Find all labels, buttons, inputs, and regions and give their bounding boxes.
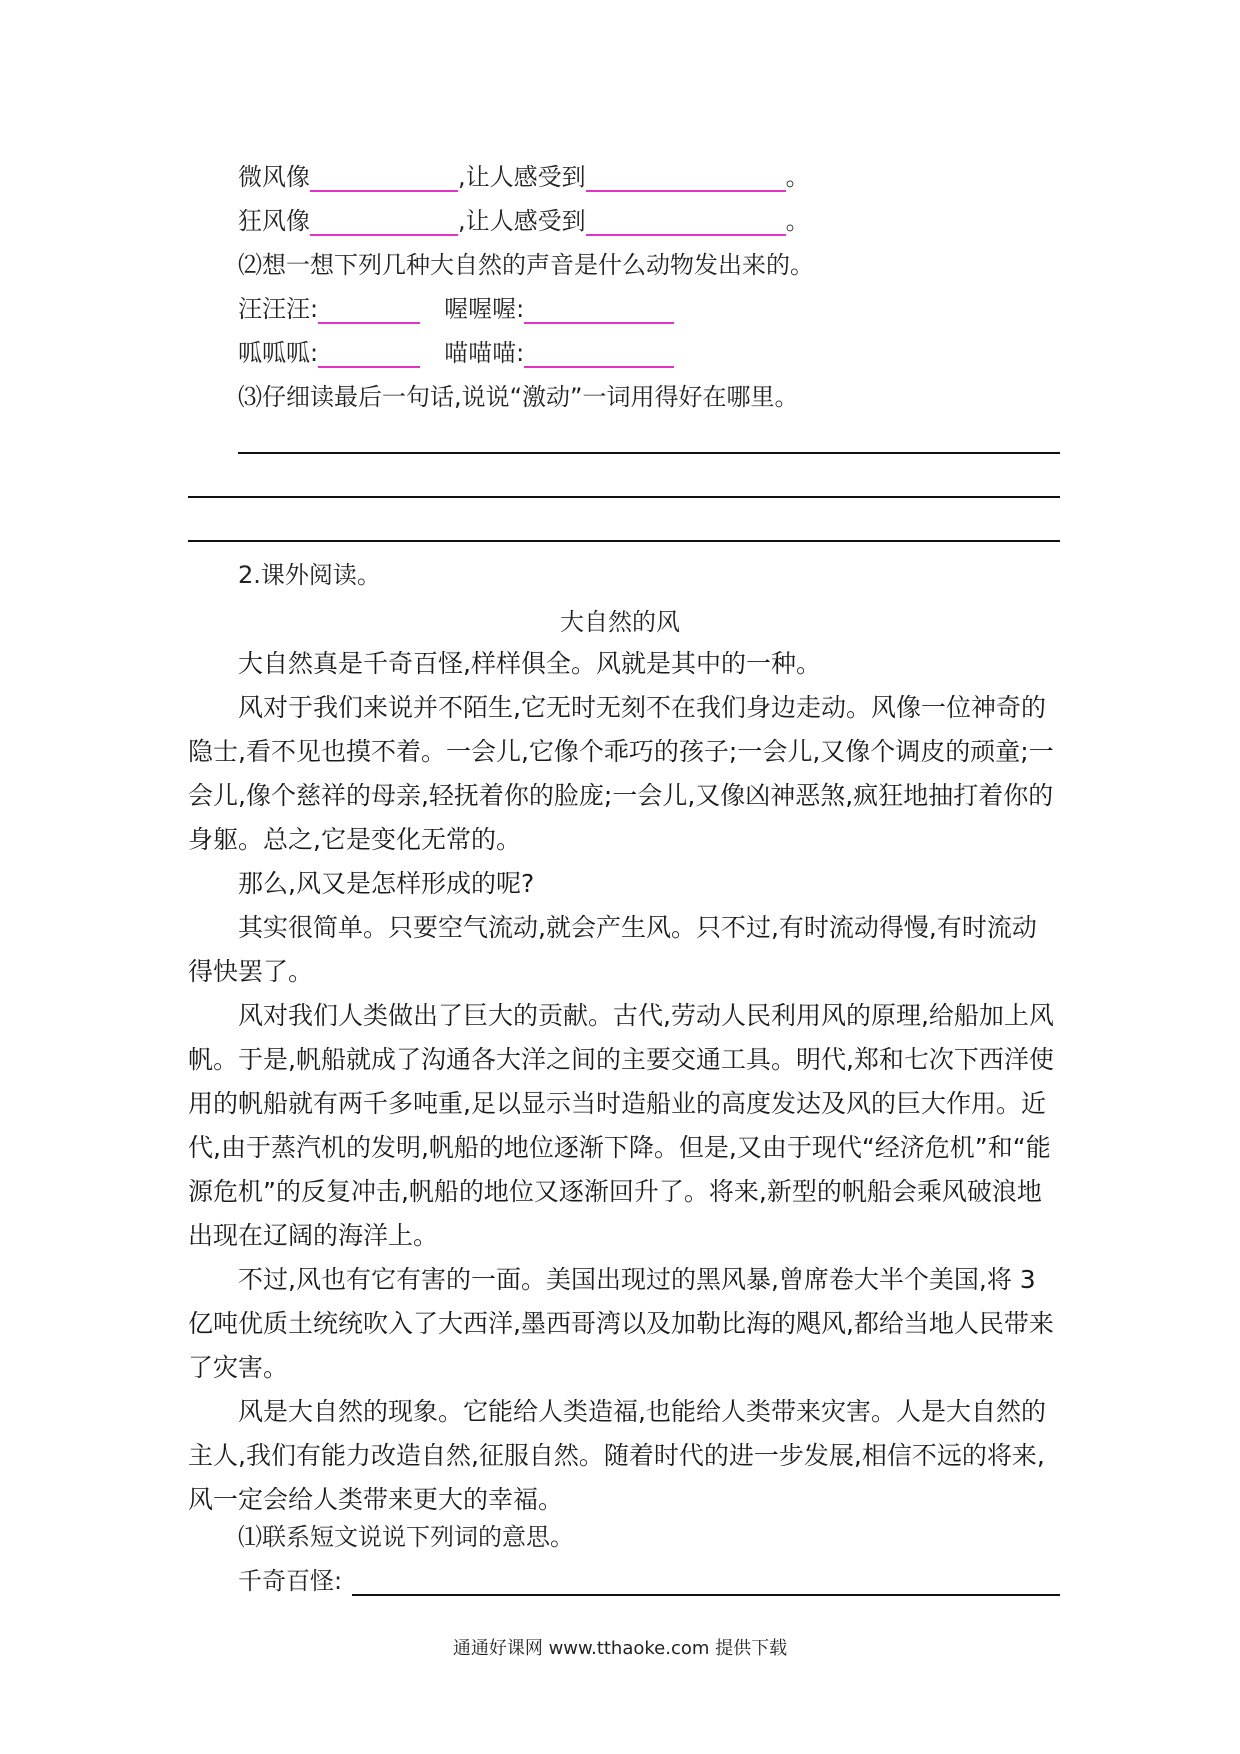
sound-4-label: 喵喵喵:	[444, 339, 525, 367]
question-1-3: ⑶仔细读最后一句话,说说“激动”一词用得好在哪里。	[238, 383, 799, 411]
gale-blank-1[interactable]	[310, 208, 458, 236]
sound-1-label: 汪汪汪:	[238, 295, 319, 323]
answer-line-1[interactable]	[238, 452, 1060, 454]
question-2-1: ⑴联系短文说说下列词的意思。	[238, 1523, 574, 1551]
sound-2-label: 喔喔喔:	[444, 295, 525, 323]
section-2-label: 2.课外阅读。	[238, 561, 381, 589]
passage-paragraph-7: 风是大自然的现象。它能给人类造福,也能给人类带来灾害。人是大自然的主人,我们有能力改造自然,征服自然。随着时代的进一步发展,相信不远的将来,风一定会给人类带来更大的幸福。	[188, 1397, 1046, 1514]
passage-paragraph-1: 大自然真是千奇百怪,样样俱全。风就是其中的一种。	[238, 649, 821, 678]
sound-row-1	[238, 294, 674, 324]
word-1-answer-line[interactable]	[352, 1594, 1060, 1596]
word-meaning-row	[238, 1566, 342, 1596]
sound-1-blank[interactable]	[318, 296, 420, 324]
passage-title: 大自然的风	[560, 608, 680, 636]
word-1-label: 千奇百怪:	[238, 1567, 343, 1595]
gale-simile-line	[238, 206, 810, 236]
gale-lead-text: 狂风像	[238, 207, 310, 235]
breeze-blank-2[interactable]	[586, 164, 786, 192]
breeze-blank-1[interactable]	[310, 164, 458, 192]
breeze-end-text: 。	[785, 163, 810, 191]
sound-row-2	[238, 338, 674, 368]
sound-4-blank[interactable]	[524, 340, 674, 368]
passage-paragraph-3: 那么,风又是怎样形成的呢?	[238, 869, 535, 898]
breeze-simile-line	[238, 162, 810, 192]
question-1-2: ⑵想一想下列几种大自然的声音是什么动物发出来的。	[238, 251, 814, 279]
breeze-mid-text: ,让人感受到	[458, 163, 586, 191]
answer-line-3[interactable]	[188, 540, 1060, 542]
page-footer: 通通好课网 www.tthaoke.com 提供下载	[452, 1638, 788, 1659]
sound-3-blank[interactable]	[318, 340, 420, 368]
answer-line-2[interactable]	[188, 496, 1060, 498]
gale-end-text: 。	[785, 207, 810, 235]
sound-3-label: 呱呱呱:	[238, 339, 319, 367]
passage-paragraph-4: 其实很简单。只要空气流动,就会产生风。只不过,有时流动得慢,有时流动得快罢了。	[188, 913, 1037, 986]
passage-paragraph-5: 风对我们人类做出了巨大的贡献。古代,劳动人民利用风的原理,给船加上风帆。于是,帆船就成了沟通各大洋之间的主要交通工具。明代,郑和七次下西洋使用的帆船就有两千多吨重,足以显示当时造船业的高度发达及风的巨大作用。近代,由于蒸汽机的发明,帆船的地位逐渐下降。但是,又由于现代“经济危机”和“能源危机”的反复冲击,帆船的地位又逐渐回升了。将来,新型的帆船会乘风破浪地出现在辽阔的海洋上。	[188, 1001, 1054, 1250]
breeze-lead-text: 微风像	[238, 163, 310, 191]
sound-2-blank[interactable]	[524, 296, 674, 324]
passage-paragraph-6: 不过,风也有它有害的一面。美国出现过的黑风暴,曾席卷大半个美国,将 3 亿吨优质土统统吹入了大西洋,墨西哥湾以及加勒比海的飓风,都给当地人民带来了灾害。	[188, 1265, 1054, 1382]
gale-mid-text: ,让人感受到	[458, 207, 586, 235]
passage-paragraph-2: 风对于我们来说并不陌生,它无时无刻不在我们身边走动。风像一位神奇的隐士,看不见也摸不着。一会儿,它像个乖巧的孩子;一会儿,又像个调皮的顽童;一会儿,像个慈祥的母亲,轻抚着你的脸庞;一会儿,又像凶神恶煞,疯狂地抽打着你的身躯。总之,它是变化无常的。	[188, 693, 1054, 854]
passage-body	[188, 642, 1058, 1522]
gale-blank-2[interactable]	[586, 208, 786, 236]
